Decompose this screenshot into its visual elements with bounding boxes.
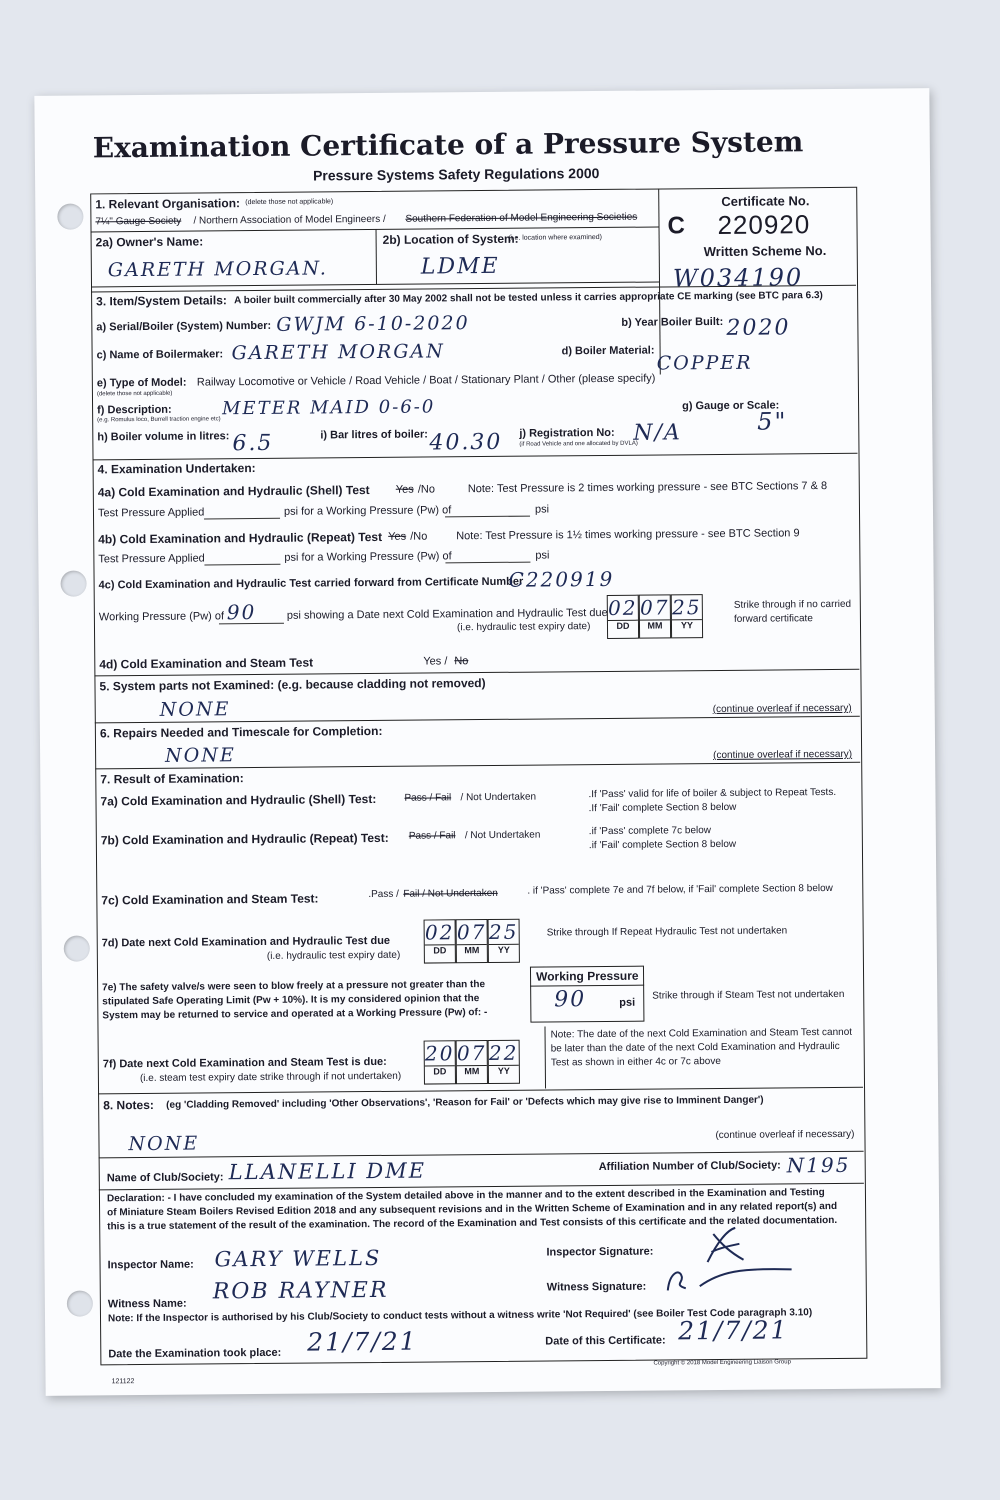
certificate-paper xyxy=(34,88,940,1396)
section4-label: 4. Examination Undertaken: xyxy=(97,461,256,477)
test-4a-yes: Yes xyxy=(395,483,414,496)
result-7c-pass: .Pass / xyxy=(368,888,399,901)
test-4b-label: 4b) Cold Examination and Hydraulic (Repeat) Test xyxy=(98,529,383,547)
club-value: LLANELLI DME xyxy=(228,1158,427,1185)
carried-forward-certificate: C220919 xyxy=(508,566,615,592)
date-7f-mm: 07 MM xyxy=(456,1040,488,1084)
date-4c-dd: 02 DD xyxy=(607,595,639,639)
working-pressure-psi-4b: psi xyxy=(535,549,550,562)
section8-label: 8. Notes: xyxy=(103,1097,154,1113)
section5-value: NONE xyxy=(159,698,231,721)
strike-note-4c-2: forward certificate xyxy=(733,613,813,625)
inspector-signature-label: Inspector Signature: xyxy=(546,1245,654,1259)
registration-label: j) Registration No: xyxy=(519,426,615,440)
section8-note: (eg 'Cladding Removed' including 'Other Observations', 'Reason for Fail' or 'Defects which may give rise to Imminent Danger') xyxy=(166,1094,764,1111)
wp-tail: psi showing a Date next Cold Examination and Hydraulic Test due xyxy=(286,606,608,622)
wp-tail-note: (i.e. hydraulic test expiry date) xyxy=(456,621,591,634)
bar-litres-label: i) Bar litres of boiler: xyxy=(320,428,428,442)
result-7e-psi: psi xyxy=(619,996,636,1009)
result-7f-sub: (i.e. steam test expiry date strike through if not undertaken) xyxy=(139,1070,402,1085)
test-4d-no: No xyxy=(454,655,469,668)
result-7d-sub: (i.e. hydraulic test expiry date) xyxy=(266,949,401,962)
punch-hole xyxy=(57,204,83,230)
result-7a-label: 7a) Cold Examination and Hydraulic (Shell) Test: xyxy=(100,791,377,809)
result-7c-note: . if 'Pass' complete 7e and 7f below, if 'Fail' complete Section 8 below xyxy=(527,882,833,897)
section6-value: NONE xyxy=(165,744,236,767)
declaration-line3: this is a true statement of the result of the examination. The record of the Examination and Test consists of this certificate and the related documentation. xyxy=(107,1214,838,1233)
result-7f-note1: Note: The date of the next Cold Examination and Steam Test cannot xyxy=(550,1026,853,1041)
description-value: METER MAID 0-6-0 xyxy=(221,396,436,420)
result-7b-note2: .if 'Fail' complete Section 8 below xyxy=(588,838,737,852)
result-7e-text1: 7e) The safety valve/s were seen to blow freely at a pressure not greater than the xyxy=(102,979,486,994)
date-7f-yy: 22 YY xyxy=(488,1040,520,1084)
section5-overleaf: (continue overleaf if necessary) xyxy=(712,702,852,716)
org-option-c: Southern Federation of Model Engineering Societies xyxy=(405,211,638,225)
test-pressure-label-4b: Test Pressure Applied xyxy=(98,552,205,566)
witness-signature xyxy=(660,1261,800,1296)
date-7d-dd: 02 DD xyxy=(424,919,456,963)
gauge-value: 5" xyxy=(757,407,788,436)
club-label: Name of Club/Society: xyxy=(106,1171,224,1185)
section3-label: 3. Item/System Details: xyxy=(96,293,227,309)
result-7a-note1: .If 'Pass' valid for life of boiler & subject to Repeat Tests. xyxy=(588,786,837,801)
test-pressure-psi-label-4b: psi for a Working Pressure (Pw) of xyxy=(284,550,452,564)
boilermaker-value: GARETH MORGAN xyxy=(231,340,445,365)
certificate-date-value: 21/7/21 xyxy=(678,1315,789,1346)
certificate-prefix: C xyxy=(667,212,685,240)
certificate-date-label: Date of this Certificate: xyxy=(545,1334,666,1348)
owner-value: GARETH MORGAN. xyxy=(107,257,329,282)
boiler-volume-value: 6.5 xyxy=(232,430,274,457)
result-7f-label: 7f) Date next Cold Examination and Steam Test is due: xyxy=(102,1055,387,1071)
description-note: (e.g. Romulus loco, Burrell traction engine etc) xyxy=(97,416,221,424)
result-7b-not-undertaken: / Not Undertaken xyxy=(464,829,541,842)
date-7d-yy: 25 YY xyxy=(488,919,520,963)
test-pressure-label: Test Pressure Applied xyxy=(97,506,205,520)
model-type-label: e) Type of Model: xyxy=(96,376,187,390)
wp-value: 90 xyxy=(226,600,257,625)
boilermaker-label: c) Name of Boilermaker: xyxy=(96,348,224,362)
witness-signature-label: Witness Signature: xyxy=(546,1280,647,1294)
form-code: 121122 xyxy=(111,1378,135,1386)
test-4a-note: Note: Test Pressure is 2 times working pressure - see BTC Sections 7 & 8 xyxy=(467,480,828,496)
result-7b-note1: .if 'Pass' complete 7c below xyxy=(588,825,712,838)
model-type-note: (delete those not applicable) xyxy=(96,390,173,398)
section6-label: 6. Repairs Needed and Timescale for Completion: xyxy=(99,723,383,741)
punch-hole xyxy=(64,935,90,961)
location-label: 2b) Location of System: xyxy=(382,231,519,247)
serial-value: GWJM 6-10-2020 xyxy=(276,312,470,336)
test-4a-label: 4a) Cold Examination and Hydraulic (Shell) Test xyxy=(97,483,370,500)
year-built-value: 2020 xyxy=(726,315,791,341)
registration-note: (if Road Vehicle and one allocated by DVLA) xyxy=(519,440,638,448)
exam-date-value: 21/7/21 xyxy=(307,1326,418,1357)
witness-name-label: Witness Name: xyxy=(107,1297,187,1311)
location-value: LDME xyxy=(420,253,500,280)
serial-label: a) Serial/Boiler (System) Number: xyxy=(96,319,272,334)
result-7e-wp-label: Working Pressure xyxy=(535,968,639,984)
test-4d-label: 4d) Cold Examination and Steam Test xyxy=(99,655,314,672)
result-7e-text3: System may be returned to service and operated at a Working Pressure (Pw) of: - xyxy=(102,1007,488,1022)
result-7a-passfail: Pass / Fail xyxy=(404,792,452,804)
boiler-volume-label: h) Boiler volume in litres: xyxy=(97,430,230,444)
declaration-line2: of Miniature Steam Boilers Revised Edition 2018 and any subsequent revisions and in the Written Scheme of Examination and in any related report(s) and xyxy=(107,1200,838,1219)
test-4c-label: 4c) Cold Examination and Hydraulic Test carried forward from Certificate Number xyxy=(98,575,524,592)
section3-note: A boiler built commercially after 30 May 2002 shall not be tested unless it carries appropriate CE marking (see BTC para 6.3) xyxy=(234,290,823,307)
exam-date-label: Date the Examination took place: xyxy=(108,1346,282,1361)
section7-label: 7. Result of Examination: xyxy=(100,771,244,787)
owner-label: 2a) Owner's Name: xyxy=(95,234,204,250)
inspector-name-label: Inspector Name: xyxy=(107,1258,194,1272)
test-pressure-psi-label: psi for a Working Pressure (Pw) of xyxy=(283,504,452,518)
result-7b-label: 7b) Cold Examination and Hydraulic (Repeat) Test: xyxy=(100,830,389,848)
section1-label: 1. Relevant Organisation: xyxy=(95,196,241,212)
wp-label: Working Pressure (Pw) of xyxy=(98,610,225,624)
year-built-label: b) Year Boiler Built: xyxy=(621,315,724,329)
certificate-number: 220920 xyxy=(717,209,811,240)
result-7a-note2: .If 'Fail' complete Section 8 below xyxy=(588,801,737,815)
material-label: d) Boiler Material: xyxy=(561,344,655,358)
org-option-b: / Northern Association of Model Engineers / xyxy=(193,213,386,227)
section8-value: NONE xyxy=(128,1132,200,1156)
test-4b-yes: Yes xyxy=(388,530,407,543)
bar-litres-value: 40.30 xyxy=(429,429,503,456)
result-7c-failnot: Fail / Not Undertaken xyxy=(403,887,498,900)
certificate-no-label: Certificate No. xyxy=(721,193,810,209)
date-7d-mm: 07 MM xyxy=(456,919,488,963)
result-7d-note: Strike through If Repeat Hydraulic Test not undertaken xyxy=(546,925,788,939)
section8-overleaf: (continue overleaf if necessary) xyxy=(715,1128,855,1142)
written-scheme-label: Written Scheme No. xyxy=(703,243,827,260)
result-7d-label: 7d) Date next Cold Examination and Hydraulic Test due xyxy=(101,934,391,950)
result-7e-wp-value: 90 xyxy=(554,987,587,1013)
registration-value: N/A xyxy=(633,420,682,446)
affiliation-value: N195 xyxy=(786,1152,851,1178)
date-7f-dd: 20 DD xyxy=(424,1040,456,1084)
section5-label: 5. System parts not Examined: (e.g. because cladding not removed) xyxy=(99,676,486,694)
org-option-a: 7¼" Gauge Society xyxy=(95,215,182,228)
date-4c-yy: 25 YY xyxy=(671,594,703,638)
witness-note: Note: If the Inspector is authorised by his Club/Society to conduct tests without a witness write 'Not Required' (see Boiler Test Code paragraph 3.10) xyxy=(107,1307,813,1325)
test-4d-yes: Yes / xyxy=(423,655,448,668)
test-4b-note: Note: Test Pressure is 1½ times working pressure - see BTC Section 9 xyxy=(456,527,800,543)
copyright: Copyright © 2018 Model Engineering Liaison Group xyxy=(653,1359,791,1367)
result-7e-text2: stipulated Safe Operating Limit (Pw + 10%). It is my considered opinion that the xyxy=(102,993,480,1008)
punch-hole xyxy=(67,1290,93,1316)
result-7a-not-undertaken: / Not Undertaken xyxy=(460,791,537,804)
result-7f-note3: Test as shown in either 4c or 7c above xyxy=(550,1055,721,1069)
punch-hole xyxy=(60,570,86,596)
working-pressure-psi: psi xyxy=(534,503,550,516)
test-4a-no: /No xyxy=(417,483,435,496)
result-7f-note2: be later than the date of the next Cold Examination and Hydraulic xyxy=(550,1040,840,1055)
inspector-name-value: GARY WELLS xyxy=(214,1245,382,1272)
written-scheme-value: W034190 xyxy=(672,263,804,293)
model-type-options: Railway Locomotive or Vehicle / Road Vehicle / Boat / Stationary Plant / Other (please specify) xyxy=(196,372,656,389)
declaration-line1: Declaration: - I have concluded my examination of the System detailed above in the manner and to the extent described in the Examination and Testing xyxy=(106,1187,825,1205)
result-7b-passfail: Pass / Fail xyxy=(408,830,456,842)
date-4c-mm: 07 MM xyxy=(639,594,671,638)
material-value: COPPER xyxy=(656,351,753,375)
affiliation-label: Affiliation Number of Club/Society: xyxy=(598,1159,781,1174)
test-4b-no: /No xyxy=(410,530,428,543)
page-subtitle: Pressure Systems Safety Regulations 2000 xyxy=(312,165,600,184)
witness-name-value: ROB RAYNER xyxy=(212,1277,389,1305)
page-title: Examination Certificate of a Pressure System xyxy=(92,125,804,165)
description-label: f) Description: xyxy=(97,403,172,417)
gauge-label: g) Gauge or Scale: xyxy=(682,399,780,413)
strike-note-4c: Strike through if no carried xyxy=(733,598,852,611)
result-7e-note: Strike through if Steam Test not undertaken xyxy=(652,988,845,1002)
section6-overleaf: (continue overleaf if necessary) xyxy=(713,748,853,762)
section1-note: (delete those not applicable) xyxy=(245,198,334,207)
result-7c-label: 7c) Cold Examination and Steam Test: xyxy=(101,891,319,908)
location-note: (i.e. location where examined) xyxy=(508,233,603,242)
